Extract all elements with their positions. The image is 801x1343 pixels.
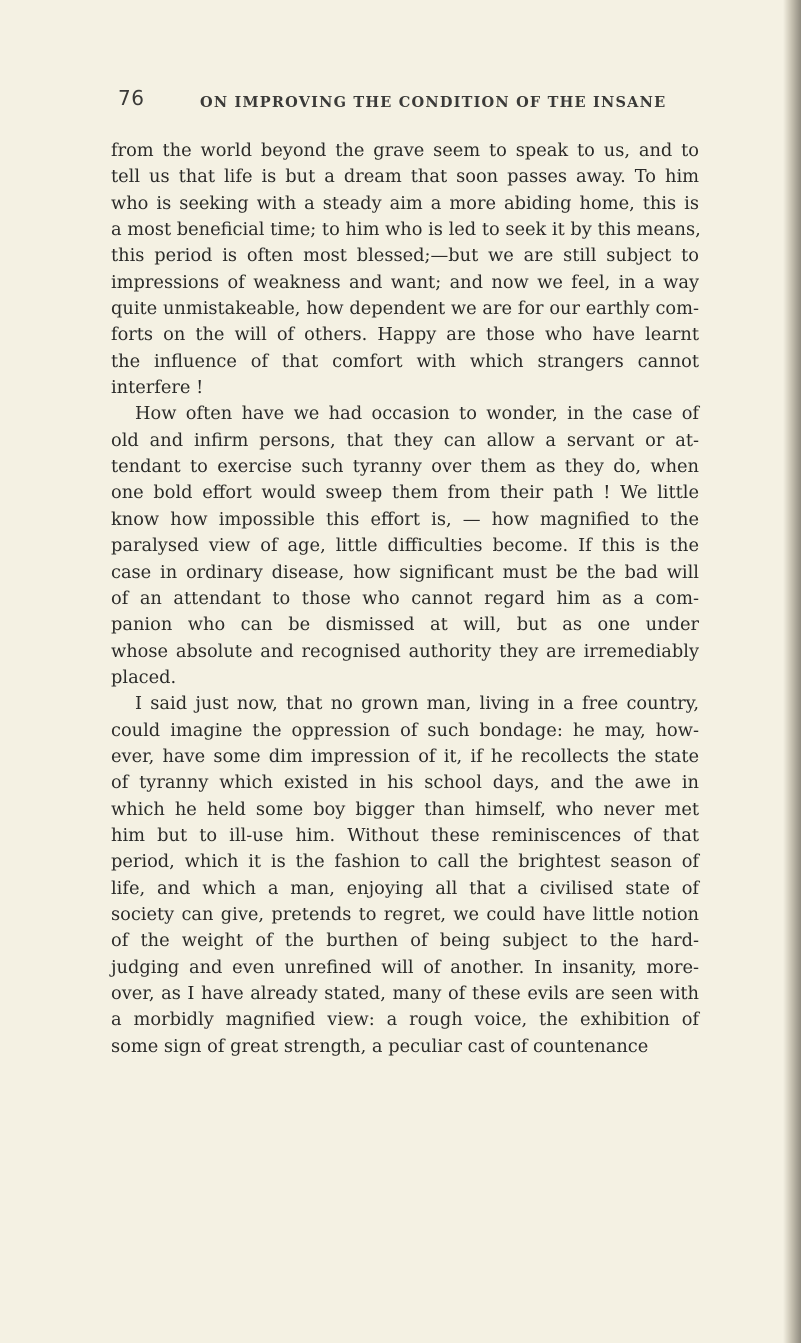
text-line: I said just now, that no grown man, living in a free country, bbox=[135, 693, 699, 715]
text-line: of the weight of the burthen of being subject to the hard- bbox=[111, 930, 699, 952]
running-header bbox=[118, 86, 698, 116]
text-line: could imagine the oppression of such bondage: he may, how- bbox=[111, 719, 699, 741]
text-line: paralysed view of age, little difficulties become. If this is the bbox=[111, 535, 699, 557]
text-line: of tyranny which existed in his school days, and the awe in bbox=[111, 772, 699, 794]
text-line: panion who can be dismissed at will, but as one under bbox=[111, 614, 699, 636]
text-line: whose absolute and recognised authority they are irremediably bbox=[111, 640, 699, 662]
text-line: some sign of great strength, a peculiar cast of countenance bbox=[111, 1035, 649, 1057]
paragraph bbox=[111, 138, 699, 401]
text-line: one bold effort would sweep them from their path ! We little bbox=[111, 482, 699, 504]
text-line: ever, have some dim impression of it, if he recollects the state bbox=[111, 745, 699, 767]
text-line: from the world beyond the grave seem to speak to us, and to bbox=[111, 140, 699, 161]
text-line: quite unmistakeable, how dependent we are for our earthly com- bbox=[111, 298, 699, 320]
text-line: which he held some boy bigger than himself, who never met bbox=[111, 798, 699, 820]
text-line: a morbidly magnified view: a rough voice, the exhibition of bbox=[111, 1009, 699, 1031]
text-line: life, and which a man, enjoying all that a civilised state of bbox=[111, 877, 699, 899]
text-line: who is seeking with a steady aim a more abiding home, this is bbox=[111, 192, 699, 214]
text-line: old and infirm persons, that they can allow a servant or at- bbox=[111, 429, 699, 451]
page-number: 76 bbox=[118, 86, 145, 110]
text-line: a most beneficial time; to him who is led to seek it by this means, bbox=[111, 219, 701, 241]
paragraph bbox=[111, 691, 699, 1060]
text-line: over, as I have already stated, many of these evils are seen with bbox=[111, 983, 699, 1004]
text-line: forts on the will of others. Happy are those who have learnt bbox=[111, 324, 699, 346]
body-text bbox=[111, 138, 699, 1060]
paragraph bbox=[111, 401, 699, 691]
text-line: placed. bbox=[111, 666, 177, 688]
text-line: society can give, pretends to regret, we could have little notion bbox=[111, 903, 699, 925]
text-line: tendant to exercise such tyranny over them as they do, when bbox=[111, 456, 699, 478]
text-line: the influence of that comfort with which strangers cannot bbox=[111, 350, 699, 372]
text-line: How often have we had occasion to wonder, in the case of bbox=[135, 403, 699, 425]
text-line: interfere ! bbox=[111, 377, 204, 399]
text-line: period, which it is the fashion to call the brightest season of bbox=[111, 851, 699, 873]
text-line: this period is often most blessed;—but we are still subject to bbox=[111, 245, 699, 267]
running-title: ON IMPROVING THE CONDITION OF THE INSANE bbox=[200, 94, 667, 111]
text-line: of an attendant to those who cannot regard him as a com- bbox=[111, 587, 699, 609]
text-line: case in ordinary disease, how significant must be the bad will bbox=[111, 561, 699, 583]
text-line: impressions of weakness and want; and now we feel, in a way bbox=[111, 271, 699, 293]
page-edge-shadow bbox=[783, 0, 801, 1343]
text-line: him but to ill-use him. Without these reminiscences of that bbox=[111, 824, 699, 846]
text-line: tell us that life is but a dream that soon passes away. To him bbox=[111, 166, 699, 188]
text-line: judging and even unrefined will of another. In insanity, more- bbox=[111, 956, 699, 978]
text-line: know how impossible this effort is, — how magnified to the bbox=[111, 508, 699, 530]
